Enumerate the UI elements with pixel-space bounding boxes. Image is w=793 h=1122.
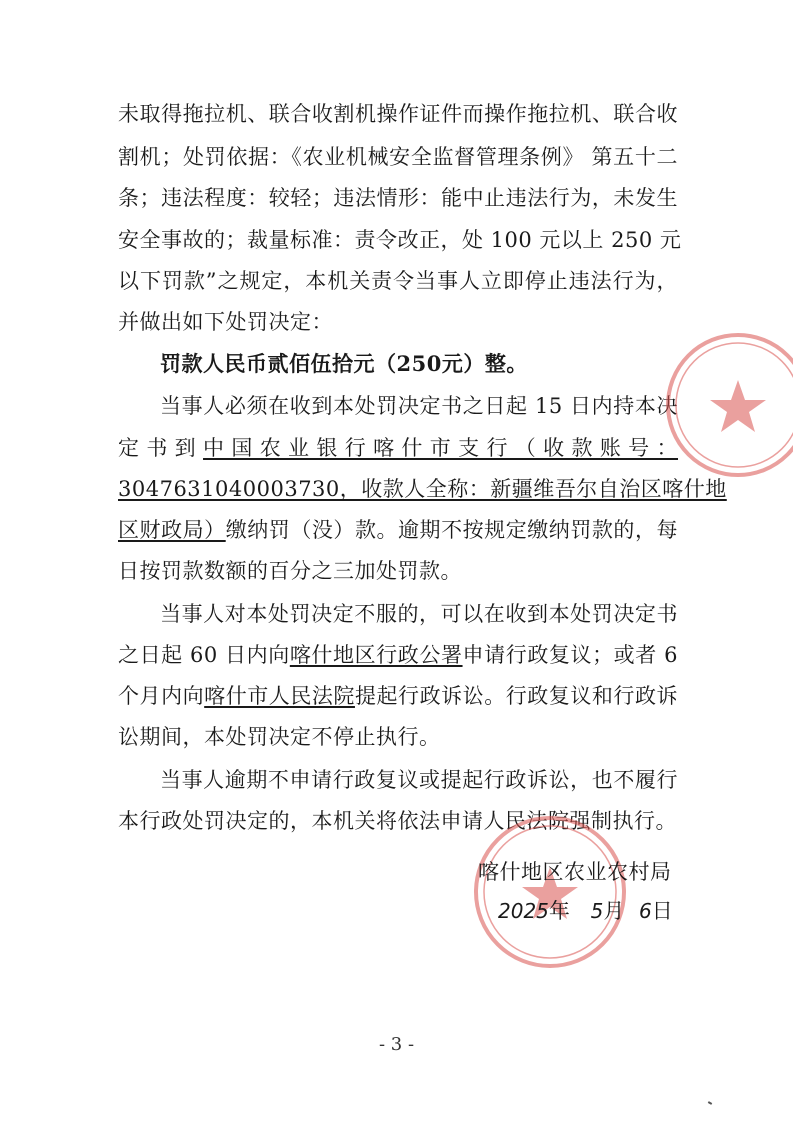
date-day-unit: 日 xyxy=(651,899,673,923)
enforcement-line-2: 本行政处罚决定的，本机关将依法申请人民法院强制执行。 xyxy=(118,809,677,833)
text-line-6: 并做出如下处罚决定： xyxy=(118,310,333,334)
signing-organization: 喀什地区农业农村局 xyxy=(478,860,672,884)
appeal-line-1: 当事人对本处罚决定不服的，可以在收到本处罚决定书 xyxy=(160,602,678,626)
seal-stamp-edge xyxy=(660,330,793,480)
scan-mark xyxy=(708,1101,712,1105)
appeal-line-2 xyxy=(118,641,678,669)
date-day: 6 xyxy=(639,899,652,923)
date-year-unit: 年 xyxy=(548,899,570,923)
appeal-line-4: 讼期间，本处罚决定不停止执行。 xyxy=(118,725,441,749)
review-office: 喀什地区行政公署 xyxy=(289,643,463,667)
payment-line-5: 日按罚款数额的百分之三加处罚款。 xyxy=(118,559,462,583)
date-month-unit: 月 xyxy=(603,899,625,923)
appeal-line-3-prefix: 个月内向 xyxy=(118,684,205,708)
appeal-line-2-prefix: 之日起 60 日内向 xyxy=(118,643,290,667)
date-month: 5 xyxy=(590,899,604,923)
bank-name: 中国农业银行喀什市支行（收款账号： xyxy=(203,436,679,460)
payment-line-4 xyxy=(118,516,678,544)
text-line-2: 割机；处罚依据：《农业机械安全监督管理条例》 第五十二 xyxy=(118,145,678,169)
appeal-line-3 xyxy=(118,682,678,710)
appeal-line-3-suffix: 提起行政诉讼。行政复议和行政诉 xyxy=(354,684,679,708)
payment-line-2 xyxy=(118,434,678,462)
payment-line-1: 当事人必须在收到本处罚决定书之日起 15 日内持本决 xyxy=(160,394,678,418)
payment-line-2-prefix: 定书到 xyxy=(118,436,204,460)
text-line-1: 未取得拖拉机、联合收割机操作证件而操作拖拉机、联合收 xyxy=(118,102,678,126)
appeal-line-2-suffix: 申请行政复议；或者 6 xyxy=(462,643,678,667)
payee-end: 区财政局） xyxy=(118,518,226,542)
page-number: - 3 - xyxy=(378,1034,415,1055)
text-line-4: 安全事故的；裁量标准：责令改正，处 100 元以上 250 元 xyxy=(118,228,682,252)
payment-line-4-suffix: 缴纳罚（没）款。逾期不按规定缴纳罚款的，每 xyxy=(225,518,679,542)
court-name: 喀什市人民法院 xyxy=(204,684,355,708)
penalty-decision: 罚款人民币贰佰伍拾元（250元）整。 xyxy=(160,351,528,376)
text-line-3: 条；违法程度：较轻；违法情形：能中止违法行为，未发生 xyxy=(118,186,678,210)
signing-date xyxy=(498,897,673,925)
enforcement-line-1: 当事人逾期不申请行政复议或提起行政诉讼，也不履行 xyxy=(160,768,678,792)
seal-stamp-signature xyxy=(470,812,630,972)
text-line-5: 以下罚款”之规定，本机关责令当事人立即停止违法行为， xyxy=(118,269,678,293)
date-year: 2025 xyxy=(498,899,549,923)
account-line: 3047631040003730，收款人全称：新疆维吾尔自治区喀什地 xyxy=(118,477,727,501)
